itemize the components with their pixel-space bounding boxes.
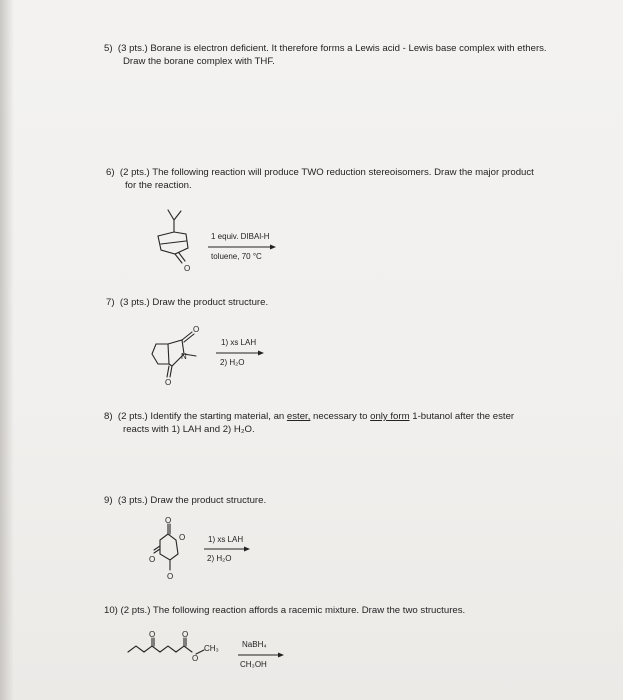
question-5-text-line2: Draw the borane complex with THF.: [123, 56, 275, 67]
question-10-ester-carbonyl-oxygen-label: O: [182, 630, 189, 639]
question-9-ring-oxygen-label: O: [179, 533, 186, 542]
question-10-points: (2 pts.): [120, 605, 151, 616]
question-8-underlined-ester: ester,: [286, 411, 311, 422]
question-6: [106, 166, 534, 192]
question-8: [104, 410, 514, 436]
question-7-reagent-top: 1) xs LAH: [221, 338, 257, 347]
question-7-points: (3 pts.): [119, 297, 150, 308]
question-6-reaction-arrow: [208, 244, 276, 250]
question-8-number: 8): [104, 411, 113, 422]
question-10-keto-ester-structure: [128, 630, 232, 670]
question-10-reagent-bottom: CH₃OH: [240, 660, 267, 669]
question-9-points: (3 pts.): [117, 495, 148, 506]
question-7: [106, 296, 268, 309]
question-10-methyl-label: CH₃: [204, 644, 219, 653]
question-5-points: (3 pts.): [117, 43, 148, 54]
question-7-reaction-arrow: [216, 350, 264, 356]
question-6-bicyclic-ketone-structure: [148, 208, 200, 274]
page-edge-shadow: [0, 0, 14, 700]
question-10-number: 10): [104, 605, 118, 616]
question-10-text: The following reaction affords a racemic mixture. Draw the two structures.: [152, 605, 466, 616]
question-7-imide-structure: [148, 322, 210, 386]
question-8-text-c: 1-butanol after the ester: [409, 411, 515, 422]
question-6-number: 6): [106, 167, 115, 178]
question-10-reagent-top: NaBH₄: [242, 640, 267, 649]
question-5: [104, 42, 547, 68]
question-9-oxygen-bottom-label: O: [167, 572, 174, 581]
question-5-text: Borane is electron deficient. It therefore forms a Lewis acid - Lewis base complex with ethers.: [150, 43, 547, 54]
question-8-underlined-only-form: only form: [370, 411, 410, 422]
question-9-reagent-bottom: 2) H₂O: [207, 554, 232, 563]
question-9: [104, 494, 266, 507]
question-7-number: 7): [106, 297, 115, 308]
question-9-reaction-arrow: [204, 546, 250, 552]
question-5-number: 5): [104, 43, 113, 54]
question-7-reagent-bottom: 2) H₂O: [220, 358, 245, 367]
question-9-cyclic-diester-structure: [148, 516, 192, 580]
question-8-text-b: necessary to: [310, 411, 371, 422]
question-9-oxygen-top-label: O: [165, 516, 172, 525]
question-8-points: (2 pts.): [117, 411, 148, 422]
question-6-text: The following reaction will produce TWO reduction stereoisomers. Draw the major product: [152, 167, 534, 178]
question-7-oxygen-top-label: O: [193, 325, 200, 334]
question-6-reagent-bottom: toluene, 70 °C: [211, 252, 262, 261]
question-6-reagent-top: 1 equiv. DIBAl-H: [211, 232, 270, 241]
question-10-ketone-oxygen-label: O: [149, 630, 156, 639]
question-9-reagent-top: 1) xs LAH: [208, 535, 244, 544]
question-6-points: (2 pts.): [119, 167, 150, 178]
question-9-number: 9): [104, 495, 113, 506]
question-7-oxygen-bottom-label: O: [165, 378, 172, 387]
question-10-ester-oxygen-label: O: [192, 654, 199, 663]
question-8-text-a: Identify the starting material, an: [150, 411, 287, 422]
question-9-text: Draw the product structure.: [150, 495, 267, 506]
question-10: [104, 604, 465, 617]
question-7-text: Draw the product structure.: [152, 297, 269, 308]
question-10-reaction-arrow: [238, 652, 284, 658]
question-6-oxygen-label: O: [184, 264, 191, 273]
question-9-oxygen-left-label: O: [149, 555, 156, 564]
question-6-text-line2: for the reaction.: [125, 180, 192, 191]
question-8-text-line2: reacts with 1) LAH and 2) H₂O.: [123, 424, 255, 435]
question-7-nitrogen-label: N: [181, 352, 187, 361]
